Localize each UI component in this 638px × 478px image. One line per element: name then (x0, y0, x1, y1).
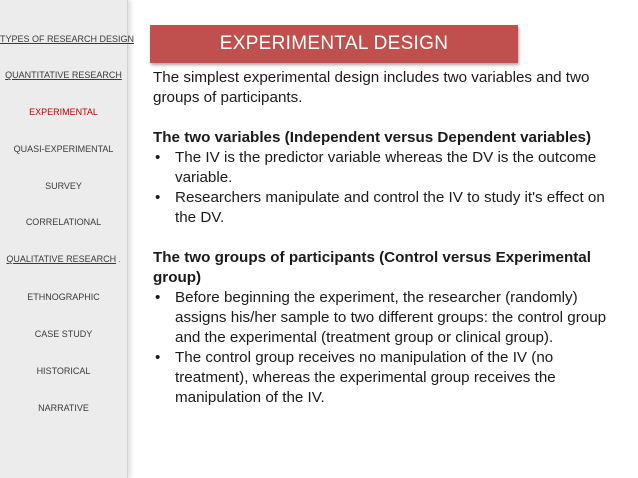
bullet-item (153, 188, 623, 228)
slide-title: EXPERIMENTAL DESIGN (150, 25, 518, 63)
bullet-text: The control group receives no manipulation of the IV (no treatment), whereas the experimental group receives the manipulation of the IV. (175, 349, 556, 406)
bullet-text: Before beginning the experiment, the researcher (randomly) assigns his/her sample to two different groups: the control group and the experimental (treatment group or clinical group). (175, 289, 607, 346)
nav-ethnographic[interactable]: ETHNOGRAPHIC (27, 292, 100, 302)
bullet-dot: • (155, 149, 161, 166)
spacer (153, 228, 623, 248)
bullet-item (153, 148, 623, 188)
bullet-dot: • (155, 349, 161, 366)
bullet-item (153, 288, 623, 348)
section-variables-heading: The two variables (Independent versus Dependent variables) (153, 129, 592, 146)
bullet-dot: • (155, 289, 161, 306)
slide-body (153, 68, 623, 408)
bullet-item (153, 348, 623, 408)
bullet-text: Researchers manipulate and control the IV to study it's effect on the DV. (175, 189, 605, 226)
bullet-text: The IV is the predictor variable whereas the DV is the outcome variable. (175, 149, 597, 186)
sidebar-nav (0, 0, 135, 478)
nav-historical[interactable]: HISTORICAL (36, 366, 91, 376)
nav-narrative[interactable]: NARRATIVE (38, 403, 89, 413)
nav-qualitative-research-row (0, 254, 127, 265)
nav-experimental[interactable]: EXPERIMENTAL (29, 107, 98, 117)
intro-text: The simplest experimental design includes two variables and two groups of participants. (153, 69, 590, 106)
nav-case-study[interactable]: CASE STUDY (34, 329, 93, 339)
nav-survey[interactable]: SURVEY (45, 181, 82, 191)
nav-quasi-experimental[interactable]: QUASI-EXPERIMENTAL (13, 144, 114, 154)
nav-qualitative-suffix: . (118, 254, 121, 264)
nav-quantitative-research[interactable]: QUANTITATIVE RESEARCH (5, 70, 122, 80)
nav-qualitative-research[interactable]: QUALITATIVE RESEARCH (6, 254, 117, 264)
spacer (153, 108, 623, 128)
bullet-dot: • (155, 189, 161, 206)
nav-types-of-research-design[interactable]: TYPES OF RESEARCH DESIGN (0, 34, 135, 44)
section-groups-heading: The two groups of participants (Control versus Experimental group) (153, 249, 591, 286)
nav-correlational[interactable]: CORRELATIONAL (25, 217, 102, 227)
